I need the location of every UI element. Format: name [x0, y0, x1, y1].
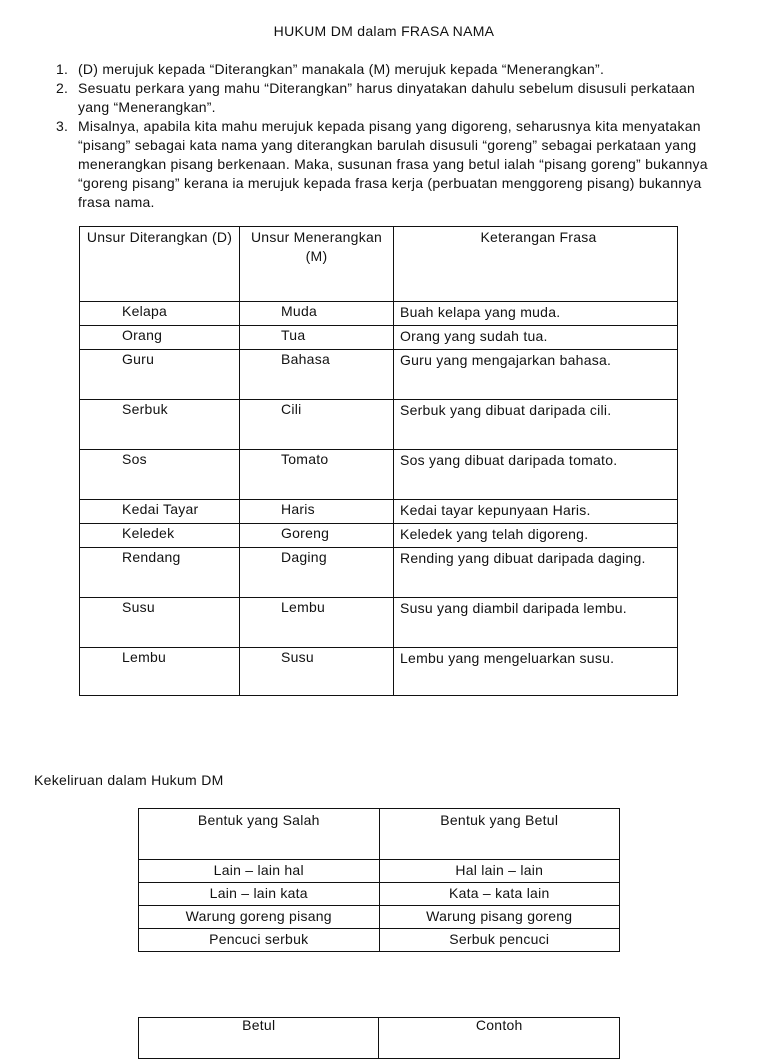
cell-menerangkan: Cili [240, 400, 394, 450]
cell-diterangkan: Guru [80, 350, 240, 400]
table-row [139, 929, 620, 952]
header-keterangan-frasa: Keterangan Frasa [394, 227, 678, 302]
cell-diterangkan: Lembu [80, 648, 240, 696]
cell-diterangkan: Keledek [80, 524, 240, 548]
cell-keterangan: Susu yang diambil daripada lembu. [394, 598, 678, 648]
header-bentuk-salah: Bentuk yang Salah [139, 809, 380, 860]
document-title: HUKUM DM dalam FRASA NAMA [273, 23, 495, 39]
cell-menerangkan: Lembu [240, 598, 394, 648]
cell-betul: Warung pisang goreng [379, 906, 620, 929]
cell-keterangan: Lembu yang mengeluarkan susu. [394, 648, 678, 696]
cell-menerangkan: Tomato [240, 450, 394, 500]
cell-menerangkan: Haris [240, 500, 394, 524]
header-betul: Betul [139, 1018, 379, 1059]
cell-menerangkan: Bahasa [240, 350, 394, 400]
header-unsur-diterangkan: Unsur Diterangkan (D) [80, 227, 240, 302]
table-row [139, 860, 620, 883]
header-unsur-menerangkan: Unsur Menerangkan (M) [240, 227, 394, 302]
table-row [80, 350, 678, 400]
rule-number: 1. [56, 61, 69, 77]
cell-diterangkan: Sos [80, 450, 240, 500]
cell-menerangkan: Muda [240, 302, 394, 326]
cell-keterangan: Buah kelapa yang muda. [394, 302, 678, 326]
cell-salah: Warung goreng pisang [139, 906, 380, 929]
cell-diterangkan: Susu [80, 598, 240, 648]
table-row [80, 400, 678, 450]
table-row [139, 906, 620, 929]
cell-menerangkan: Daging [240, 548, 394, 598]
cell-keterangan: Rending yang dibuat daripada daging. [394, 548, 678, 598]
cell-menerangkan: Tua [240, 326, 394, 350]
rule-item [40, 79, 720, 117]
cell-diterangkan: Rendang [80, 548, 240, 598]
header-bentuk-betul: Bentuk yang Betul [379, 809, 620, 860]
cell-diterangkan: Orang [80, 326, 240, 350]
cell-diterangkan: Kedai Tayar [80, 500, 240, 524]
third-table [138, 1017, 620, 1059]
rule-text: Misalnya, apabila kita mahu merujuk kepada pisang yang digoreng, seharusnya kita menyatakan “pisang” sebagai kata nama yang diterangkan barulah disusuli “goreng” sebagai perkataan yang menerangkan pisang berkenaan. Maka, susunan frasa yang betul ialah “pisang goreng” bukannya “goreng pisang” kerana ia merujuk kepada frasa kerja (perbuatan menggoreng pisang) bukannya frasa nama. [78, 118, 708, 210]
rule-text: (D) merujuk kepada “Diterangkan” manakala (M) merujuk kepada “Menerangkan”. [78, 61, 605, 77]
cell-menerangkan: Goreng [240, 524, 394, 548]
cell-diterangkan: Serbuk [80, 400, 240, 450]
cell-betul: Kata – kata lain [379, 883, 620, 906]
table-header-row [139, 809, 620, 860]
rule-item [40, 60, 720, 79]
cell-salah: Lain – lain kata [139, 883, 380, 906]
section-heading: Kekeliruan dalam Hukum DM [34, 772, 224, 788]
table-row [80, 500, 678, 524]
kekeliruan-table [138, 808, 620, 952]
rule-text: Sesuatu perkara yang mahu “Diterangkan” harus dinyatakan dahulu sebelum disusuli perkataan yang “Menerangkan”. [78, 80, 696, 115]
cell-keterangan: Kedai tayar kepunyaan Haris. [394, 500, 678, 524]
table-row [80, 450, 678, 500]
rule-item [40, 117, 720, 212]
header-contoh: Contoh [379, 1018, 620, 1059]
cell-betul: Serbuk pencuci [379, 929, 620, 952]
cell-keterangan: Keledek yang telah digoreng. [394, 524, 678, 548]
table-row [80, 302, 678, 326]
cell-betul: Hal lain – lain [379, 860, 620, 883]
dm-examples-table [79, 226, 678, 696]
cell-salah: Lain – lain hal [139, 860, 380, 883]
cell-diterangkan: Kelapa [80, 302, 240, 326]
cell-menerangkan: Susu [240, 648, 394, 696]
table-row [80, 326, 678, 350]
cell-keterangan: Guru yang mengajarkan bahasa. [394, 350, 678, 400]
rule-number: 2. [56, 80, 69, 96]
table-header-row [80, 227, 678, 302]
table-row [139, 883, 620, 906]
rules-list [40, 60, 720, 212]
table-row [80, 524, 678, 548]
table-row [80, 598, 678, 648]
cell-salah: Pencuci serbuk [139, 929, 380, 952]
cell-keterangan: Orang yang sudah tua. [394, 326, 678, 350]
rule-number: 3. [56, 118, 69, 134]
cell-keterangan: Sos yang dibuat daripada tomato. [394, 450, 678, 500]
cell-keterangan: Serbuk yang dibuat daripada cili. [394, 400, 678, 450]
table-row [80, 548, 678, 598]
table-row [80, 648, 678, 696]
